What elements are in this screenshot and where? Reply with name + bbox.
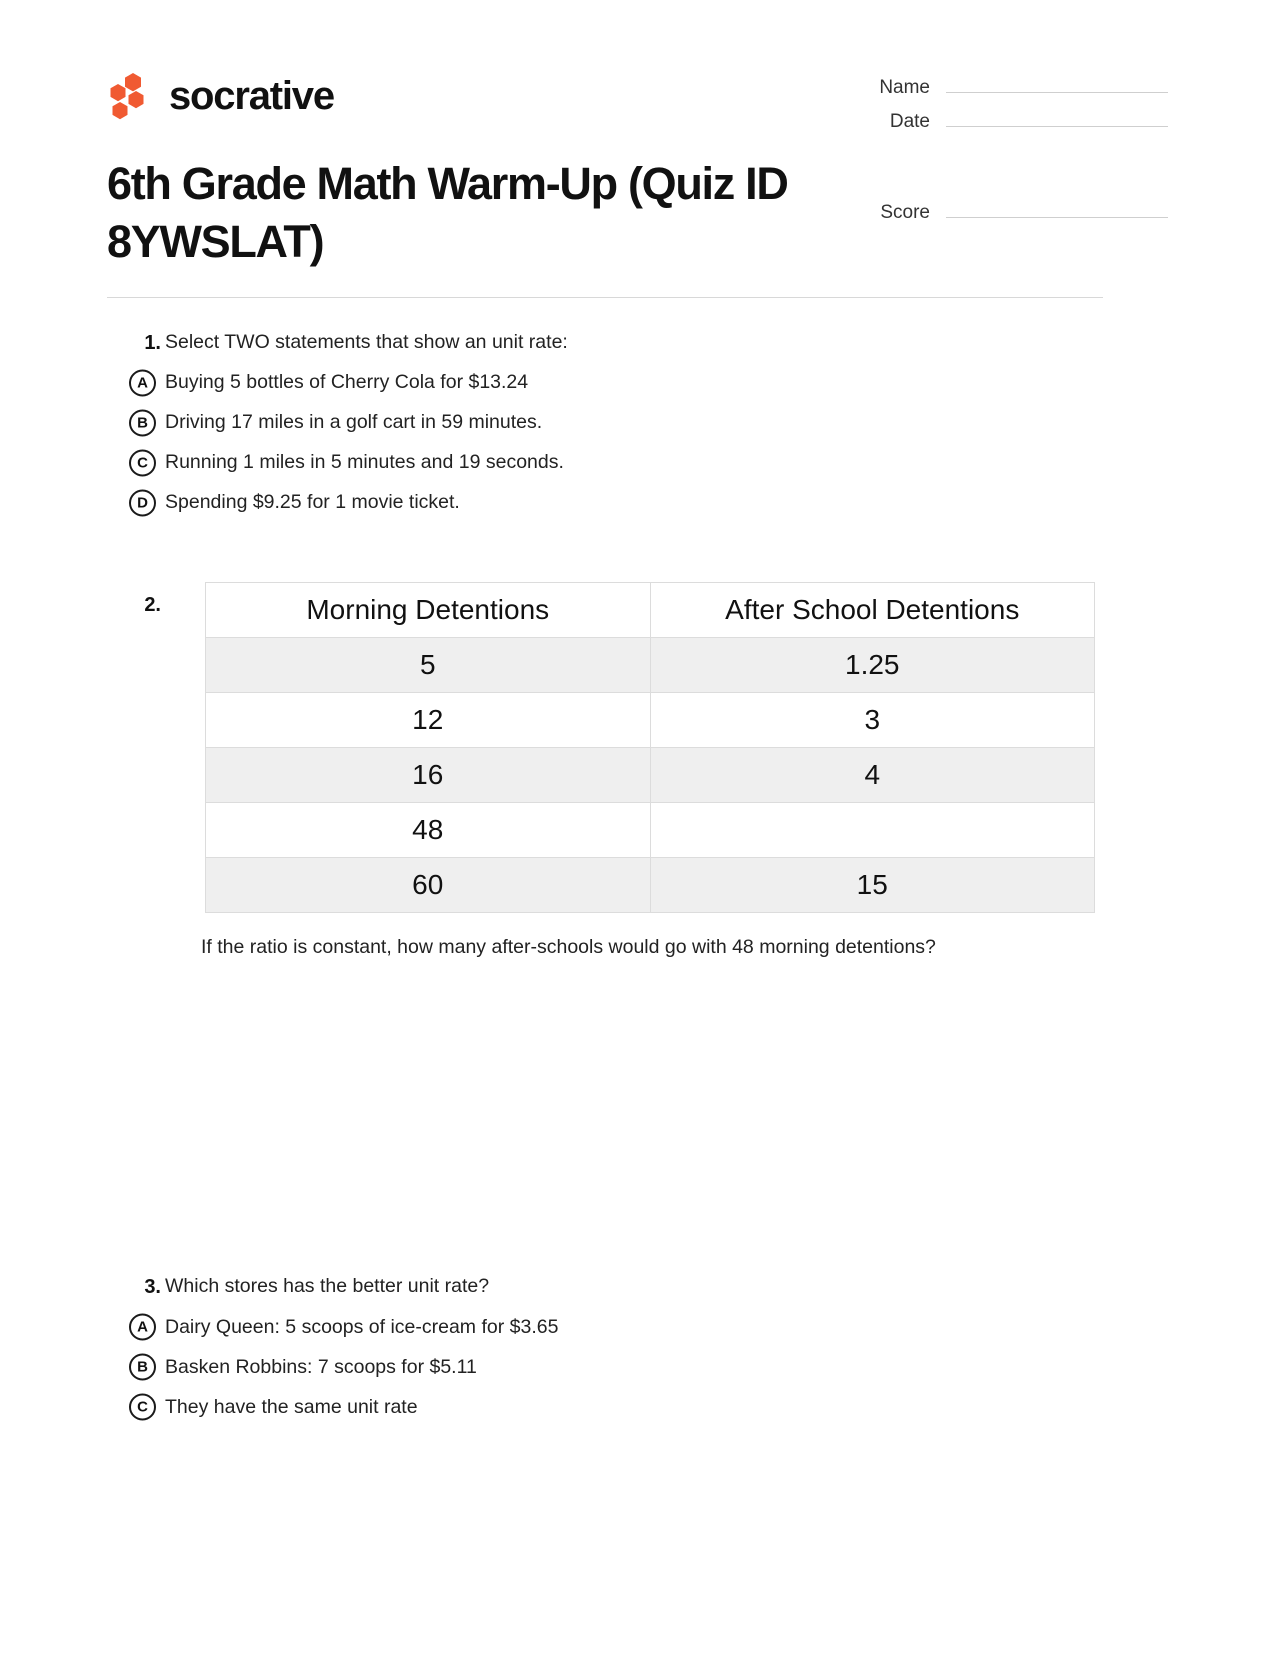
choice-1c[interactable]	[137, 446, 1168, 480]
choice-3a-letter[interactable]: A	[129, 1314, 156, 1341]
question-spacer-2	[0, 962, 1275, 1272]
table-cell-morning: 12	[206, 693, 651, 748]
choice-3b-letter[interactable]: B	[129, 1354, 156, 1381]
choice-3c[interactable]	[137, 1390, 1168, 1424]
choice-3b-text: Basken Robbins: 7 scoops for $5.11	[165, 1355, 477, 1378]
score-label: Score	[880, 202, 930, 223]
header-divider	[107, 297, 1103, 298]
table-row	[206, 748, 1095, 803]
choice-1a[interactable]	[137, 366, 1168, 400]
choice-3c-text: They have the same unit rate	[165, 1395, 418, 1418]
question-3-number: 3.	[144, 1276, 161, 1299]
student-info-fields	[838, 74, 1168, 233]
score-field-row	[838, 199, 1168, 224]
table-row	[206, 638, 1095, 693]
question-3-choices	[137, 1310, 1168, 1424]
hexagon-cluster-logo-icon	[107, 72, 155, 120]
table-header-morning: Morning Detentions	[206, 583, 651, 638]
question-1-head	[144, 328, 1168, 358]
table-cell-after-school: 4	[650, 748, 1095, 803]
question-2-number: 2.	[144, 594, 161, 616]
table-cell-after-school: 1.25	[650, 638, 1095, 693]
table-cell-after-school	[650, 803, 1095, 858]
brand-name: socrative	[169, 74, 334, 118]
question-spacer-1	[0, 526, 1275, 582]
choice-1b[interactable]	[137, 406, 1168, 440]
question-3-head	[144, 1272, 1168, 1302]
date-field-row	[838, 108, 1168, 133]
choice-3c-letter[interactable]: C	[129, 1394, 156, 1421]
question-2-table-wrap	[144, 582, 1168, 962]
question-3	[0, 1272, 1275, 1424]
questions-container	[0, 328, 1275, 1430]
choice-1b-text: Driving 17 miles in a golf cart in 59 minutes.	[165, 411, 543, 434]
question-2	[0, 582, 1275, 962]
table-cell-morning: 5	[206, 638, 651, 693]
name-input-line[interactable]	[946, 74, 1168, 93]
choice-1a-text: Buying 5 bottles of Cherry Cola for $13.24	[165, 371, 529, 394]
socrative-logo	[107, 72, 334, 120]
table-cell-morning: 16	[206, 748, 651, 803]
name-label: Name	[879, 77, 930, 98]
question-1	[0, 328, 1275, 520]
question-1-choices	[137, 366, 1168, 520]
table-header-after-school: After School Detentions	[650, 583, 1095, 638]
question-1-number: 1.	[144, 332, 161, 354]
table-row	[206, 858, 1095, 913]
choice-1a-letter[interactable]: A	[129, 370, 156, 397]
choice-3a[interactable]	[137, 1310, 1168, 1344]
table-cell-after-school: 3	[650, 693, 1095, 748]
detentions-table	[205, 582, 1095, 913]
choice-1d-text: Spending $9.25 for 1 movie ticket.	[165, 491, 460, 514]
choice-3b[interactable]	[137, 1350, 1168, 1384]
title-block	[107, 155, 837, 270]
table-cell-morning: 60	[206, 858, 651, 913]
table-header-row	[206, 583, 1095, 638]
choice-1c-letter[interactable]: C	[129, 450, 156, 477]
question-1-prompt: Select TWO statements that show an unit rate:	[165, 331, 568, 353]
question-3-prompt: Which stores has the better unit rate?	[165, 1275, 490, 1298]
date-label: Date	[889, 111, 930, 132]
choice-1d[interactable]	[137, 486, 1168, 520]
choice-1c-text: Running 1 miles in 5 minutes and 19 seconds.	[165, 451, 564, 474]
name-field-row	[838, 74, 1168, 99]
table-cell-after-school: 15	[650, 858, 1095, 913]
choice-1d-letter[interactable]: D	[129, 490, 156, 517]
table-cell-morning: 48	[206, 803, 651, 858]
score-input-line[interactable]	[946, 199, 1168, 218]
choice-3a-text: Dairy Queen: 5 scoops of ice-cream for $3.65	[165, 1315, 559, 1338]
page-title: 6th Grade Math Warm-Up (Quiz ID 8YWSLAT)	[107, 158, 788, 267]
choice-1b-letter[interactable]: B	[129, 410, 156, 437]
question-2-followup: If the ratio is constant, how many after-schools would go with 48 morning detentions?	[201, 936, 936, 958]
date-input-line[interactable]	[946, 108, 1168, 127]
table-row	[206, 693, 1095, 748]
table-row	[206, 803, 1095, 858]
